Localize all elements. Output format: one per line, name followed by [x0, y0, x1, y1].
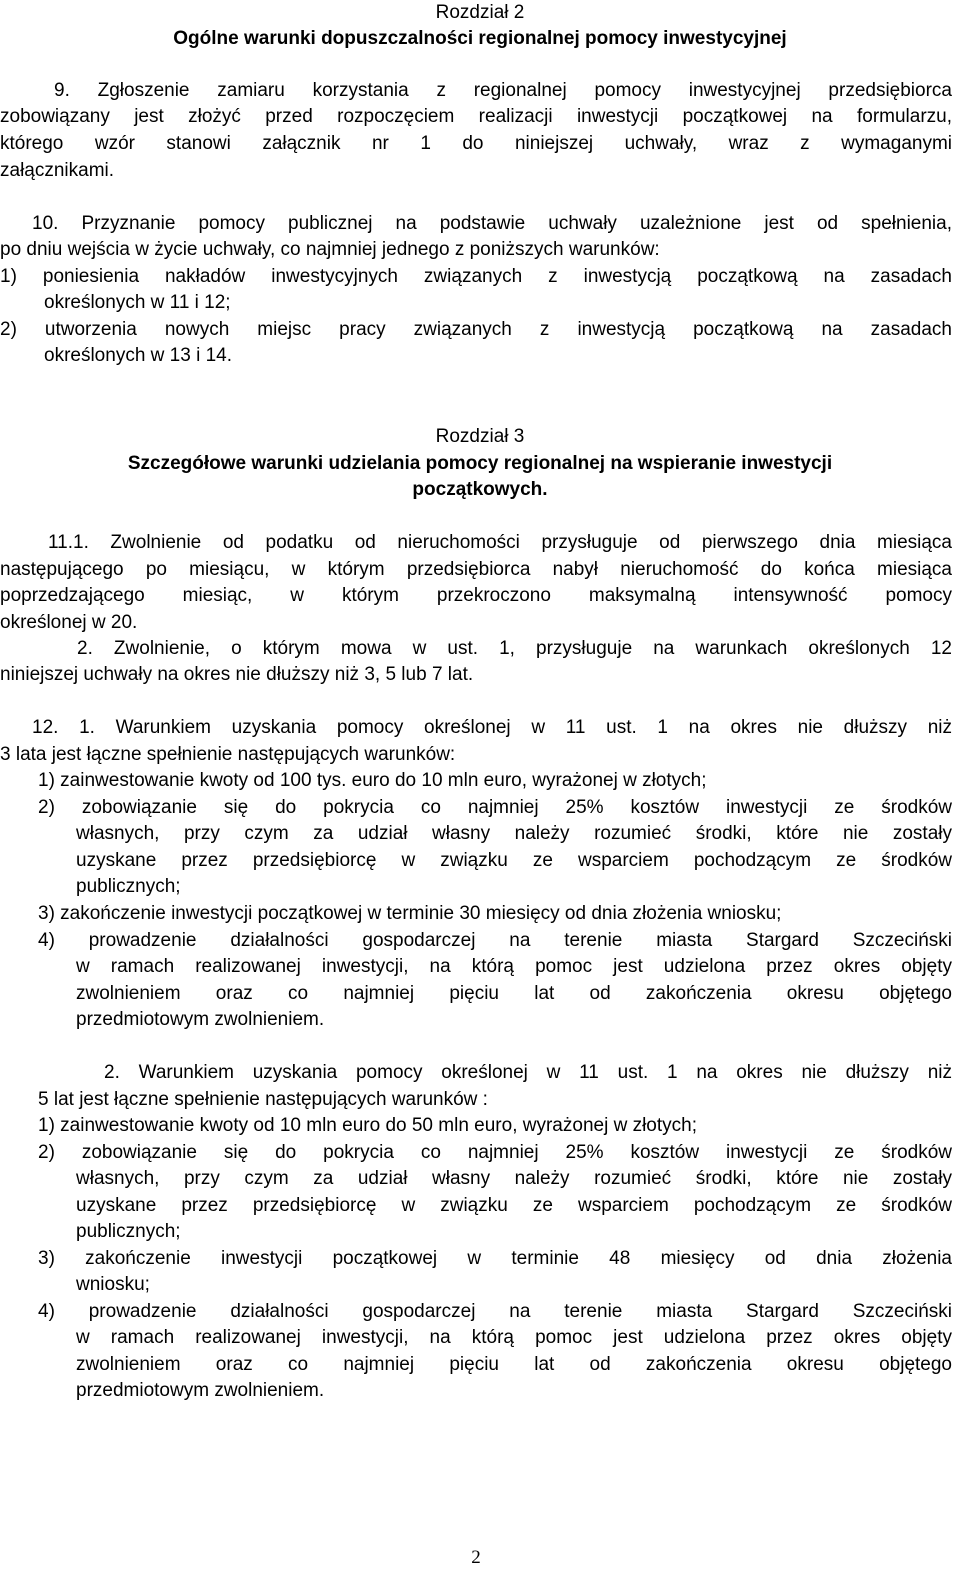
paragraph-line: 11.1. Zwolnienie od podatku od nieruchomości przysługuje od pierwszego dnia miesiąca: [48, 532, 952, 553]
list-item-line: określonych w 11 i 12;: [44, 292, 231, 313]
paragraph-line: zobowiązany jest złożyć przed rozpoczęciem realizacji inwestycji początkowej na formularzu,: [0, 106, 952, 127]
list-item-line: zwolnieniem oraz co najmniej pięciu lat od zakończenia okresu objętego: [76, 1354, 952, 1375]
list-item-line: 1) poniesienia nakładów inwestycyjnych związanych z inwestycją początkową na zasadach: [0, 266, 952, 287]
list-item-line: 3) zakończenie inwestycji początkowej w terminie 30 miesięcy od dnia złożenia wniosku;: [38, 903, 782, 924]
chapter-title: początkowych.: [412, 479, 548, 500]
list-item-line: 4) prowadzenie działalności gospodarczej na terenie miasta Stargard Szczeciński: [38, 930, 952, 951]
list-item-line: 2) utworzenia nowych miejsc pracy związanych z inwestycją początkową na zasadach: [0, 319, 952, 340]
chapter-title: Ogólne warunki dopuszczalności regionalnej pomocy inwestycyjnej: [173, 28, 787, 49]
list-item-line: własnych, przy czym za udział własny należy rozumieć środki, które nie zostały: [76, 1168, 952, 1189]
page-number: 2: [471, 1547, 481, 1568]
list-item-line: 2) zobowiązanie się do pokrycia co najmniej 25% kosztów inwestycji ze środków: [38, 1142, 952, 1163]
list-item-line: publicznych;: [76, 876, 181, 897]
list-item-line: wniosku;: [76, 1274, 150, 1295]
list-item-line: uzyskane przez przedsiębiorcę w związku ze wsparciem pochodzącym ze środków: [76, 850, 952, 871]
paragraph-line: 9. Zgłoszenie zamiaru korzystania z regionalnej pomocy inwestycyjnej przedsiębiorca: [54, 80, 952, 101]
list-item-line: zwolnieniem oraz co najmniej pięciu lat od zakończenia okresu objętego: [76, 983, 952, 1004]
list-item-line: 3) zakończenie inwestycji początkowej w terminie 48 miesięcy od dnia złożenia: [38, 1248, 952, 1269]
paragraph-line: 2. Zwolnienie, o którym mowa w ust. 1, przysługuje na warunkach określonych 12: [77, 638, 952, 659]
list-item-line: przedmiotowym zwolnieniem.: [76, 1380, 325, 1401]
list-item-line: własnych, przy czym za udział własny należy rozumieć środki, które nie zostały: [76, 823, 952, 844]
paragraph-line: po dniu wejścia w życie uchwały, co najmniej jednego z poniższych warunków:: [0, 239, 660, 260]
chapter-title: Szczegółowe warunki udzielania pomocy regionalnej na wspieranie inwestycji: [127, 453, 833, 474]
list-item-line: w ramach realizowanej inwestycji, na którą pomoc jest udzielona przez okres objęty: [76, 956, 952, 977]
paragraph-line: 5 lat jest łączne spełnienie następujących warunków :: [38, 1089, 488, 1110]
list-item-line: 4) prowadzenie działalności gospodarczej na terenie miasta Stargard Szczeciński: [38, 1301, 952, 1322]
paragraph-line: określonej w 20.: [0, 612, 138, 633]
list-item-line: publicznych;: [76, 1221, 181, 1242]
chapter-heading: Rozdział 3: [435, 426, 525, 447]
list-item-line: w ramach realizowanej inwestycji, na którą pomoc jest udzielona przez okres objęty: [76, 1327, 952, 1348]
list-item-line: 1) zainwestowanie kwoty od 100 tys. euro do 10 mln euro, wyrażonej w złotych;: [38, 770, 707, 791]
paragraph-line: którego wzór stanowi załącznik nr 1 do niniejszej uchwały, wraz z wymaganymi: [0, 133, 952, 154]
chapter-heading: Rozdział 2: [435, 2, 525, 23]
paragraph-line: poprzedzającego miesiąc, w którym przekroczono maksymalną intensywność pomocy: [0, 585, 952, 606]
list-item-line: 2) zobowiązanie się do pokrycia co najmniej 25% kosztów inwestycji ze środków: [38, 797, 952, 818]
list-item-line: przedmiotowym zwolnieniem.: [76, 1009, 325, 1030]
paragraph-line: 3 lata jest łączne spełnienie następujących warunków:: [0, 744, 456, 765]
paragraph-line: 2. Warunkiem uzyskania pomocy określonej w 11 ust. 1 na okres nie dłuższy niż: [104, 1062, 952, 1083]
list-item-line: określonych w 13 i 14.: [44, 345, 232, 366]
paragraph-line: niniejszej uchwały na okres nie dłuższy niż 3, 5 lub 7 lat.: [0, 664, 474, 685]
list-item-line: uzyskane przez przedsiębiorcę w związku ze wsparciem pochodzącym ze środków: [76, 1195, 952, 1216]
paragraph-line: 12. 1. Warunkiem uzyskania pomocy określonej w 11 ust. 1 na okres nie dłuższy niż: [32, 717, 952, 738]
paragraph-line: następującego po miesiącu, w którym przedsiębiorca nabył nieruchomość do końca miesiąca: [0, 559, 952, 580]
list-item-line: 1) zainwestowanie kwoty od 10 mln euro do 50 mln euro, wyrażonej w złotych;: [38, 1115, 697, 1136]
paragraph-line: 10. Przyznanie pomocy publicznej na podstawie uchwały uzależnione jest od spełnienia,: [32, 213, 952, 234]
paragraph-line: załącznikami.: [0, 160, 115, 181]
